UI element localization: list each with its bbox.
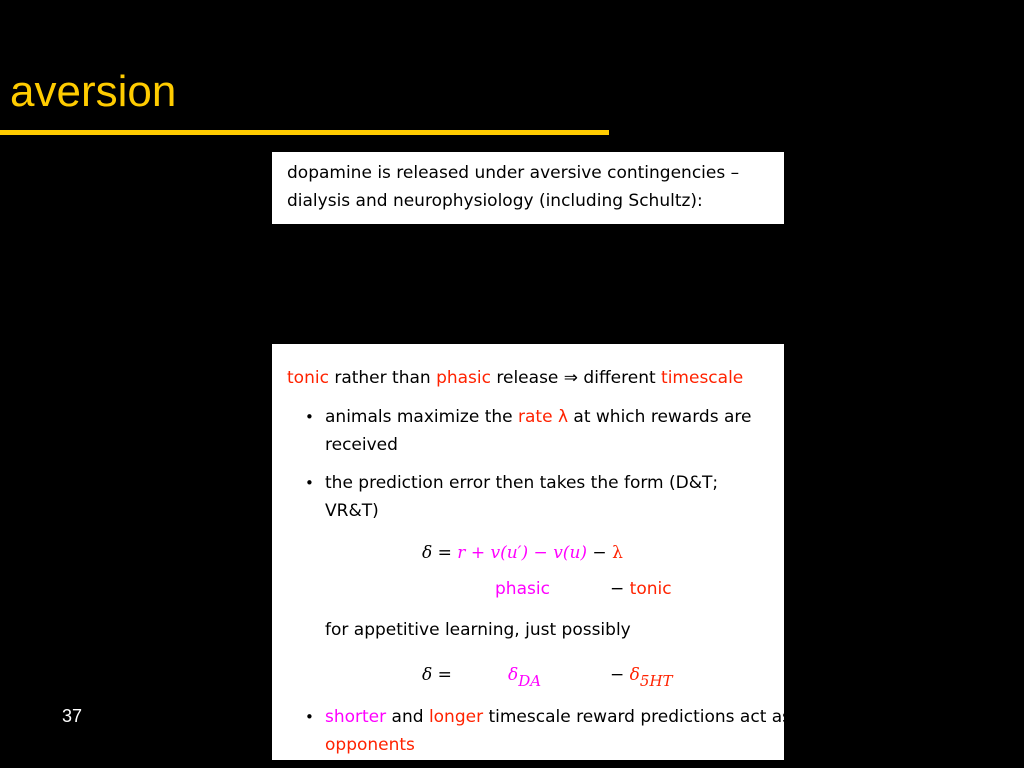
title-underline [0, 130, 609, 135]
heading-phasic: phasic [436, 368, 491, 388]
bullet-3-shorter: shorter [325, 707, 387, 727]
delta-5ht-minus: − [610, 665, 630, 685]
slide-title: aversion [10, 67, 177, 116]
top-panel-line-1: dopamine is released under aversive contingencies – [287, 163, 740, 183]
top-text-panel [272, 152, 784, 224]
bullet-3-and: and [386, 707, 429, 727]
bottom-text-panel [272, 344, 792, 760]
bullet-2-marker: • [305, 474, 314, 492]
equation-1-tonic-label [610, 575, 672, 603]
equation-1 [422, 539, 623, 567]
bullet-3-after: timescale reward predictions act as [483, 707, 792, 727]
page-number: 37 [62, 706, 83, 726]
bullet-1-marker: • [305, 408, 314, 426]
heading-release: release ⇒ different [490, 368, 662, 388]
delta-da-subscript: DA [518, 672, 542, 690]
delta-da-symbol: δ [508, 665, 519, 685]
equation-1-tonic-minus: − [610, 579, 630, 599]
equation-1-tonic-word: tonic [629, 579, 672, 599]
equation-1-minus: − [587, 543, 613, 563]
top-panel-line-2: dialysis and neurophysiology (including Schultz): [287, 191, 703, 211]
equation-1-lambda: λ [612, 543, 623, 563]
bullet-2-line-1: the prediction error then takes the form (D&T; [325, 473, 719, 493]
bullet-1-rate: rate λ [518, 407, 569, 427]
equation-1-lhs: δ = [422, 543, 458, 563]
equation-1-phasic-label: phasic [495, 579, 550, 599]
panel-heading [287, 364, 743, 392]
equation-2-delta-5ht [610, 661, 673, 689]
bullet-3-opponents: opponents [325, 735, 415, 755]
delta-5ht-subscript: 5HT [639, 672, 673, 690]
bullet-3-line-1 [325, 703, 791, 731]
equation-1-phasic-term: r + v(u′) − v(u) [457, 543, 588, 563]
bullet-3-marker: • [305, 708, 314, 726]
equation-2-delta-da [508, 661, 541, 689]
bullet-3-longer: longer [428, 707, 484, 727]
bullet-1-after: at which rewards are [568, 407, 752, 427]
equation-2-lhs: δ = [422, 665, 452, 685]
bullet-1-before: animals maximize the [325, 407, 519, 427]
bullet-2-line-2: VR&T) [325, 501, 379, 521]
bullet-1-line-1 [325, 403, 751, 431]
bullet-1-line-2: received [325, 435, 398, 455]
appetitive-text: for appetitive learning, just possibly [325, 620, 631, 640]
heading-rather-than: rather than [328, 368, 437, 388]
delta-5ht-symbol: δ [629, 665, 640, 685]
heading-tonic: tonic [287, 368, 329, 388]
heading-timescale: timescale [661, 368, 744, 388]
